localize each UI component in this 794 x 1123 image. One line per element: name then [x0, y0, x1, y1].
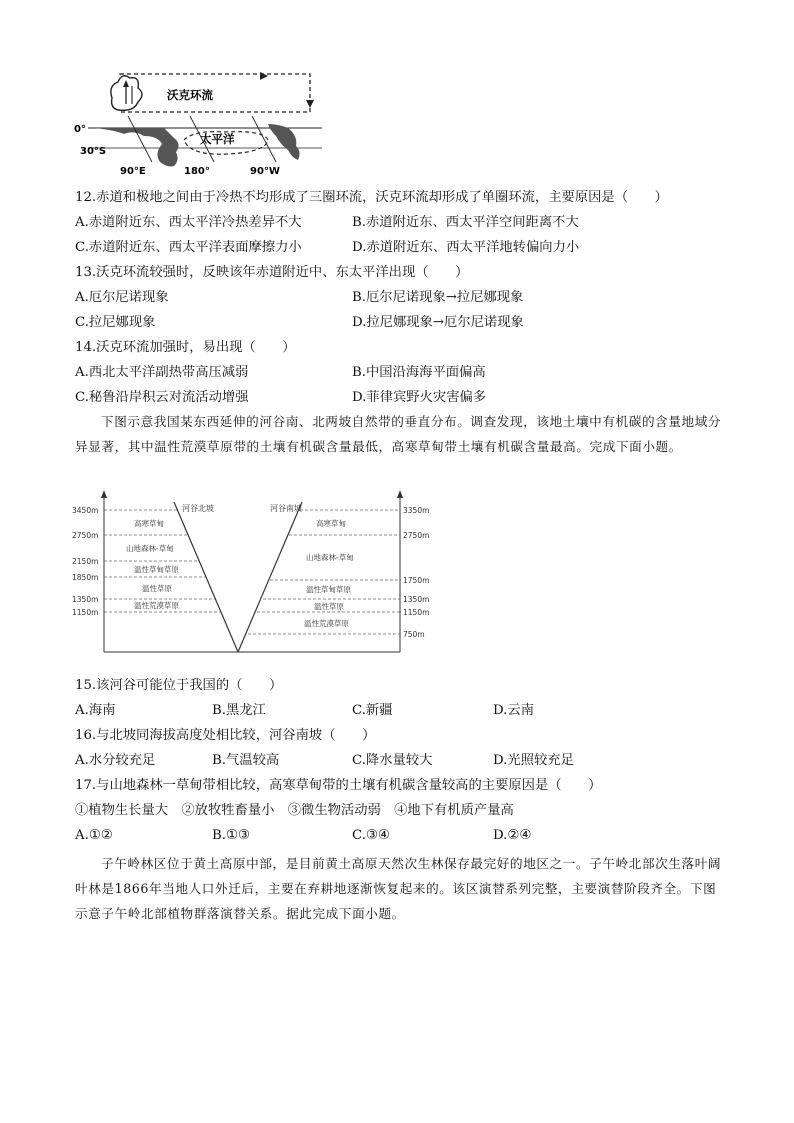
q15-option-b[interactable]: B.黑龙江	[212, 703, 266, 718]
q16-option-c[interactable]: C.降水量较大	[352, 753, 433, 768]
left-zone-steppe: 温性草原	[142, 584, 172, 593]
q16-option-b[interactable]: B.气温较高	[212, 753, 280, 768]
left-tick-1150: 1150m	[72, 608, 99, 617]
right-zone-forest-meadow: 山地森林-草甸	[306, 553, 354, 562]
right-tick-750: 750m	[403, 630, 425, 639]
passage-valley: 下图示意我国某东西延伸的河谷南、北两坡自然带的垂直分布。调查发现，该地土壤中有机碳的含量地域分异显著，其中温性荒漠草原带的土壤有机碳含量最低，高寒草甸带土壤有机碳含量最高。完成下面小题。	[75, 414, 722, 454]
walker-label: 沃克环流	[167, 88, 213, 102]
lon-90e-label: 90°E	[120, 166, 146, 177]
lon-90w-label: 90°W	[250, 166, 280, 177]
q13-option-d[interactable]: D.拉尼娜现象→厄尔尼诺现象	[352, 315, 524, 330]
lat-30s-label: 30°S	[80, 146, 107, 157]
right-tick-1750: 1750m	[403, 576, 430, 585]
right-tick-1350: 1350m	[403, 595, 430, 604]
q17-option-d[interactable]: D.②④	[493, 828, 532, 843]
q16-option-a[interactable]: A.水分较充足	[75, 753, 156, 768]
left-tick-3450: 3450m	[72, 506, 99, 515]
q14-option-c[interactable]: C.秘鲁沿岸积云对流活动增强	[75, 390, 249, 405]
q17-option-a[interactable]: A.①②	[75, 828, 113, 843]
q17-option-b[interactable]: B.①③	[212, 828, 250, 843]
q17-option-c[interactable]: C.③④	[352, 828, 390, 843]
q12-option-d[interactable]: D.赤道附近东、西太平洋地转偏向力小	[352, 240, 580, 255]
q12-stem: 12.赤道和极地之间由于冷热不均形成了三圈环流，沃克环流却形成了单圈环流，主要原因是（ ）	[75, 190, 668, 205]
q17-items: ①植物生长量大 ②放牧牲畜量小 ③微生物活动弱 ④地下有机质产量高	[75, 803, 514, 818]
right-zone-alpine-meadow: 高寒草甸	[316, 519, 346, 528]
ocean-label: 太平洋	[200, 132, 235, 146]
q12-option-c[interactable]: C.赤道附近东、西太平洋表面摩擦力小	[75, 240, 302, 255]
q14-option-b[interactable]: B.中国沿海海平面偏高	[352, 365, 486, 380]
right-zone-desert-steppe: 温性荒漠草原	[304, 619, 349, 628]
left-zone-meadow-steppe: 温性草甸草原	[134, 565, 179, 574]
asia-landmass	[94, 128, 179, 167]
south-slope-label: 河谷南坡	[270, 504, 302, 513]
q14-option-a[interactable]: A.西北太平洋副热带高压减弱	[75, 365, 249, 380]
lon-180-label: 180°	[184, 166, 210, 177]
q14-stem: 14.沃克环流加强时，易出现（ ）	[75, 340, 296, 355]
passage-forest: 子午岭林区位于黄土高原中部，是目前黄土高原天然次生林保存最完好的地区之一。子午岭北部次生落叶阔叶林是1866年当地人口外迁后，主要在弃耕地逐渐恢复起来的。该区演替系列完整，主要演替阶段齐全。下图示意子午岭北部植物群落演替关系。据此完成下面小题。	[75, 856, 722, 921]
right-zone-steppe: 温性草原	[314, 602, 344, 611]
q12-option-b[interactable]: B.赤道附近东、西太平洋空间距离不大	[352, 215, 579, 230]
q16-option-d[interactable]: D.光照较充足	[493, 753, 574, 768]
q13-option-c[interactable]: C.拉尼娜现象	[75, 315, 156, 330]
q16-stem: 16.与北坡同海拔高度处相比较，河谷南坡（ ）	[75, 728, 376, 743]
walker-circulation-figure	[72, 62, 332, 180]
q15-option-c[interactable]: C.新疆	[352, 703, 393, 718]
right-tick-3350: 3350m	[403, 506, 430, 515]
right-tick-1150: 1150m	[403, 608, 430, 617]
q15-stem: 15.该河谷可能位于我国的（ ）	[75, 678, 283, 693]
america-landmass	[268, 124, 300, 160]
left-tick-1350: 1350m	[72, 595, 99, 604]
left-zone-alpine-meadow: 高寒草甸	[134, 519, 164, 528]
north-slope-label: 河谷北坡	[182, 504, 214, 513]
right-tick-2750: 2750m	[403, 531, 430, 540]
valley-zonation-figure	[70, 488, 430, 658]
q13-stem: 13.沃克环流较强时，反映该年赤道附近中、东太平洋出现（ ）	[75, 265, 469, 280]
left-tick-1850: 1850m	[72, 573, 99, 582]
lat-0-label: 0°	[74, 124, 86, 135]
left-zone-desert-steppe: 温性荒漠草原	[134, 601, 179, 610]
right-zone-meadow-steppe: 温性草甸草原	[306, 585, 351, 594]
left-tick-2150: 2150m	[72, 557, 99, 566]
q12-option-a[interactable]: A.赤道附近东、西太平洋冷热差异不大	[75, 215, 302, 230]
left-tick-2750: 2750m	[72, 531, 99, 540]
q15-option-a[interactable]: A.海南	[75, 703, 116, 718]
q17-stem: 17.与山地森林一草甸带相比较，高寒草甸带的土壤有机碳含量较高的主要原因是（ ）	[75, 778, 602, 793]
q13-option-a[interactable]: A.厄尔尼诺现象	[75, 290, 169, 305]
left-zone-forest-meadow: 山地森林-草甸	[126, 544, 174, 553]
q14-option-d[interactable]: D.菲律宾野火灾害偏多	[352, 390, 487, 405]
q13-option-b[interactable]: B.厄尔尼诺现象→拉尼娜现象	[352, 290, 524, 305]
q15-option-d[interactable]: D.云南	[493, 703, 535, 718]
